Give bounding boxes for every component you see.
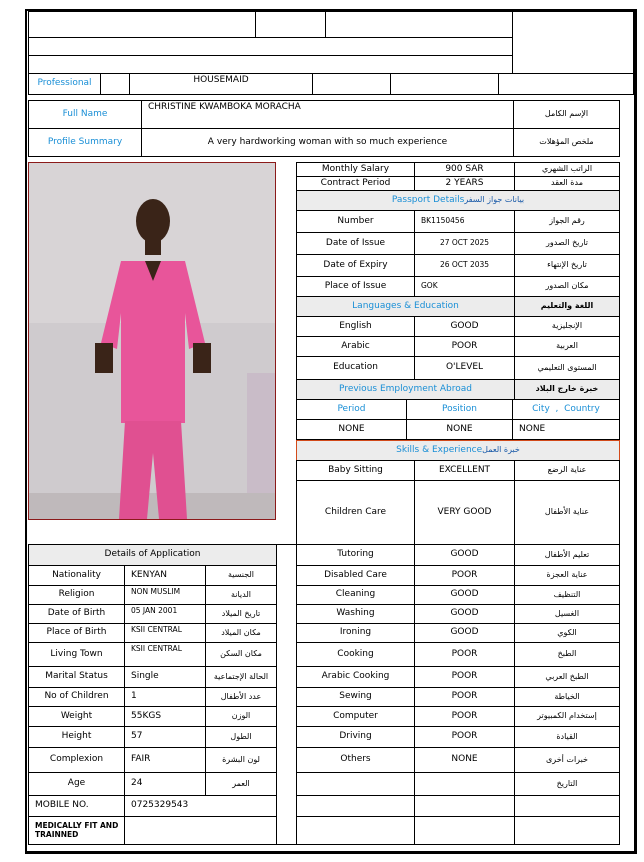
professional-blank-2 <box>312 73 391 95</box>
application-value: 57 <box>124 726 206 748</box>
skill-label: Baby Sitting <box>296 460 415 481</box>
skill-value: POOR <box>414 666 515 688</box>
skill-value: EXCELLENT <box>414 460 515 481</box>
contract-value: 2 YEARS <box>414 176 515 191</box>
blank-row <box>296 816 415 845</box>
employment-period-value: NONE <box>296 419 407 440</box>
skill-value: GOOD <box>414 604 515 624</box>
header-blank-1 <box>28 11 256 38</box>
application-ar: الديانة <box>205 585 277 605</box>
application-label: Height <box>28 726 125 748</box>
blank-row <box>296 795 415 817</box>
skill-value: GOOD <box>414 585 515 605</box>
application-label: Complexion <box>28 747 125 773</box>
skill-label: Driving <box>296 726 415 748</box>
language-ar: الإنجليزية <box>514 316 620 337</box>
application-label: Living Town <box>28 642 125 667</box>
application-ar: لون البشرة <box>205 747 277 773</box>
contract-label: Contract Period <box>296 176 415 191</box>
application-label: Age <box>28 772 125 796</box>
skill-value: POOR <box>414 726 515 748</box>
passport-value: 26 OCT 2035 <box>414 254 515 277</box>
skill-value: POOR <box>414 642 515 667</box>
blank-row <box>514 816 620 845</box>
skill-label: Arabic Cooking <box>296 666 415 688</box>
employment-col-position: Position <box>406 399 513 420</box>
application-value: 1 <box>124 687 206 707</box>
passport-title-ar: بيانات جواز السفر <box>464 195 525 205</box>
skill-label: Children Care <box>296 480 415 545</box>
mobile-value: 0725329543 <box>124 795 277 817</box>
candidate-photo <box>28 162 276 520</box>
profile-summary-ar: ملخص المؤهلات <box>513 128 620 157</box>
application-value: KENYAN <box>124 565 206 586</box>
skill-label: Tutoring <box>296 544 415 566</box>
application-value: 55KGS <box>124 706 206 727</box>
skill-ar: عناية العجزة <box>514 565 620 586</box>
application-value: FAIR <box>124 747 206 773</box>
application-label: Marital Status <box>28 666 125 688</box>
application-label: Place of Birth <box>28 623 125 643</box>
skills-section-header <box>296 440 620 461</box>
application-label: Weight <box>28 706 125 727</box>
passport-label: Date of Issue <box>296 232 415 255</box>
skill-value <box>414 772 515 796</box>
application-ar: مكان السكن <box>205 642 277 667</box>
application-label: Religion <box>28 585 125 605</box>
header-blank-2 <box>255 11 326 38</box>
skill-ar: تعليم الأطفال <box>514 544 620 566</box>
header-blank-4 <box>28 37 513 56</box>
language-value: POOR <box>414 336 515 357</box>
medical-status: MEDICALLY FIT AND TRAINNED <box>28 816 125 845</box>
application-value: KSII CENTRAL <box>124 642 206 667</box>
divider-column <box>276 544 297 845</box>
application-value: 05 JAN 2001 <box>124 604 206 624</box>
skill-value: GOOD <box>414 623 515 643</box>
passport-title: Passport Details <box>391 194 465 205</box>
skill-ar: الغسيل <box>514 604 620 624</box>
profile-summary-label: Profile Summary <box>28 128 142 157</box>
header-blank-photo-area <box>512 11 634 74</box>
skill-value: POOR <box>414 687 515 707</box>
application-value: 24 <box>124 772 206 796</box>
education-value: O'LEVEL <box>414 356 515 380</box>
skill-label: Others <box>296 747 415 773</box>
employment-section-header: Previous Employment Abroad <box>296 379 515 400</box>
skill-ar: الطبخ <box>514 642 620 667</box>
skill-label: Ironing <box>296 623 415 643</box>
application-value: KSII CENTRAL <box>124 623 206 643</box>
salary-value: 900 SAR <box>414 162 515 177</box>
passport-section-header <box>296 190 620 211</box>
employment-city-value: NONE <box>512 419 620 440</box>
medical-blank <box>124 816 277 845</box>
skill-label <box>296 772 415 796</box>
application-label: Nationality <box>28 565 125 586</box>
skill-ar: الطبخ العربي <box>514 666 620 688</box>
skill-label: Cooking <box>296 642 415 667</box>
skill-value: GOOD <box>414 544 515 566</box>
skill-label: Computer <box>296 706 415 727</box>
skills-title: Skills & Experience <box>396 444 483 455</box>
passport-label: Place of Issue <box>296 276 415 297</box>
employment-col-city-country: City , Country <box>512 399 620 420</box>
blank-row <box>414 816 515 845</box>
application-section-header: Details of Application <box>28 544 277 566</box>
language-ar: العربية <box>514 336 620 357</box>
application-ar: العمر <box>205 772 277 796</box>
employment-section-header-ar: خبرة خارج البلاد <box>514 379 620 400</box>
skill-label: Disabled Care <box>296 565 415 586</box>
professional-label: Professional <box>28 73 101 95</box>
professional-blank-3 <box>390 73 499 95</box>
full-name-label: Full Name <box>28 100 142 129</box>
blank-row <box>414 795 515 817</box>
passport-value: 27 OCT 2025 <box>414 232 515 255</box>
header-blank-3 <box>325 11 513 38</box>
application-ar: الوزن <box>205 706 277 727</box>
contract-ar: مدة العقد <box>514 176 620 191</box>
passport-ar: مكان الصدور <box>514 276 620 297</box>
application-label: Date of Birth <box>28 604 125 624</box>
profile-summary-value: A very hardworking woman with so much experience <box>141 128 514 157</box>
passport-ar: تاريخ الصدور <box>514 232 620 255</box>
skill-ar: التنظيف <box>514 585 620 605</box>
employment-position-value: NONE <box>406 419 513 440</box>
application-ar: الحالة الإجتماعية <box>205 666 277 688</box>
application-ar: عدد الأطفال <box>205 687 277 707</box>
skill-ar: خبرات أخرى <box>514 747 620 773</box>
skill-label: Sewing <box>296 687 415 707</box>
salary-ar: الراتب الشهري <box>514 162 620 177</box>
passport-label: Number <box>296 210 415 233</box>
application-label: No of Children <box>28 687 125 707</box>
skill-ar: التاريخ <box>514 772 620 796</box>
application-ar: مكان الميلاد <box>205 623 277 643</box>
skill-ar: القيادة <box>514 726 620 748</box>
passport-value: BK1150456 <box>414 210 515 233</box>
passport-ar: رقم الجواز <box>514 210 620 233</box>
skill-ar: عناية الرضع <box>514 460 620 481</box>
application-ar: تاريخ الميلاد <box>205 604 277 624</box>
skill-ar: إستخدام الكمبيوتر <box>514 706 620 727</box>
education-label: Education <box>296 356 415 380</box>
application-ar: الجنسية <box>205 565 277 586</box>
header-blank-5 <box>28 55 513 74</box>
professional-blank <box>100 73 130 95</box>
language-label: English <box>296 316 415 337</box>
salary-label: Monthly Salary <box>296 162 415 177</box>
position-value: HOUSEMAID <box>129 73 313 95</box>
languages-section-header: Languages & Education <box>296 296 515 317</box>
skills-title-ar: خبرة العمل <box>482 445 520 455</box>
skill-value: POOR <box>414 706 515 727</box>
professional-blank-4 <box>498 73 634 95</box>
mobile-label: MOBILE NO. <box>28 795 125 817</box>
candidate-photo-image <box>29 163 276 520</box>
skill-ar: عناية الأطفال <box>514 480 620 545</box>
full-name-value: CHRISTINE KWAMBOKA MORACHA <box>141 100 514 129</box>
skill-value: POOR <box>414 565 515 586</box>
passport-value: GOK <box>414 276 515 297</box>
education-ar: المستوى التعليمي <box>514 356 620 380</box>
skill-ar: الخياطة <box>514 687 620 707</box>
skill-label: Washing <box>296 604 415 624</box>
skill-ar: الكوي <box>514 623 620 643</box>
employment-col-period: Period <box>296 399 407 420</box>
passport-ar: تاريخ الإنتهاء <box>514 254 620 277</box>
blank-row <box>514 795 620 817</box>
application-value: Single <box>124 666 206 688</box>
passport-label: Date of Expiry <box>296 254 415 277</box>
skill-value: NONE <box>414 747 515 773</box>
skill-label: Cleaning <box>296 585 415 605</box>
skill-value: VERY GOOD <box>414 480 515 545</box>
application-value: NON MUSLIM <box>124 585 206 605</box>
full-name-ar: الإسم الكامل <box>513 100 620 129</box>
languages-section-header-ar: اللغة والتعليم <box>514 296 620 317</box>
language-label: Arabic <box>296 336 415 357</box>
application-ar: الطول <box>205 726 277 748</box>
language-value: GOOD <box>414 316 515 337</box>
